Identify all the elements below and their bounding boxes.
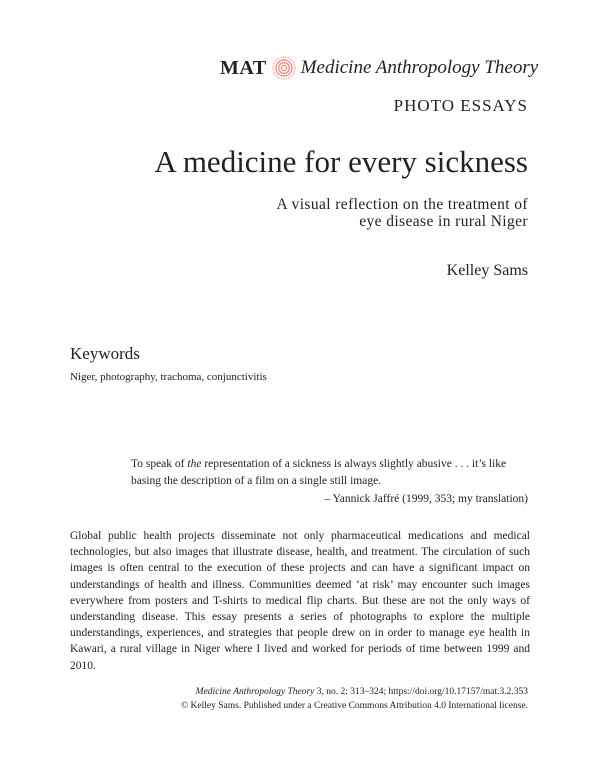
logo-abbr: MAT: [220, 56, 267, 79]
journal-name: Medicine Anthropology Theory: [300, 57, 539, 78]
journal-logo: [220, 56, 538, 80]
footer-doi[interactable]: 3, no. 2: 313–324; https://doi.org/10.17157/mat.3.2.353: [314, 687, 528, 697]
epigraph-attribution: – Yannick Jaffré (1999, 353; my translation): [324, 493, 528, 505]
body-paragraph: Global public health projects disseminate not only pharmaceutical medications and medical technologies, but also images that illustrate disease, health, and treatment. The circulation of such images is often central to the execution of these projects and can have a significant impact on understandings of health and illness. Communities deemed ‘at risk’ may encounter such images everywhere from posters and T-shirts to medical flip charts. But these are not the only ways of understanding disease. This essay presents a series of photographs to explore the multiple understandings, experiences, and strategies that people drew on in order to manage eye health in Kawari, a rural village in Niger where I lived and worked for periods of time between 1999 and 2010.: [70, 530, 530, 672]
quote-text: To speak of: [131, 458, 188, 470]
subtitle-line: A visual reflection on the treatment of: [276, 196, 528, 213]
footer-citation: [181, 685, 528, 713]
author-name: Kelley Sams: [446, 262, 528, 279]
epigraph-quote: [131, 456, 531, 490]
footer-license: © Kelley Sams. Published under a Creative Commons Attribution 4.0 International license.: [180, 701, 528, 711]
section-label: PHOTO ESSAYS: [393, 96, 528, 115]
subtitle-line: eye disease in rural Niger: [359, 213, 528, 230]
quote-emphasis: the: [187, 458, 202, 470]
quote-text: representation of a sickness is always slightly abusive . . . it’s like basing the description of a film on a single still image.: [131, 458, 507, 487]
article-title: A medicine for every sickness: [154, 144, 528, 179]
article-subtitle: [277, 196, 528, 230]
keywords-list: Niger, photography, trachoma, conjunctivitis: [70, 371, 267, 383]
keywords-heading: Keywords: [70, 344, 140, 363]
footer-journal: Medicine Anthropology Theory: [195, 687, 315, 697]
spiral-sun-icon: [272, 56, 296, 80]
